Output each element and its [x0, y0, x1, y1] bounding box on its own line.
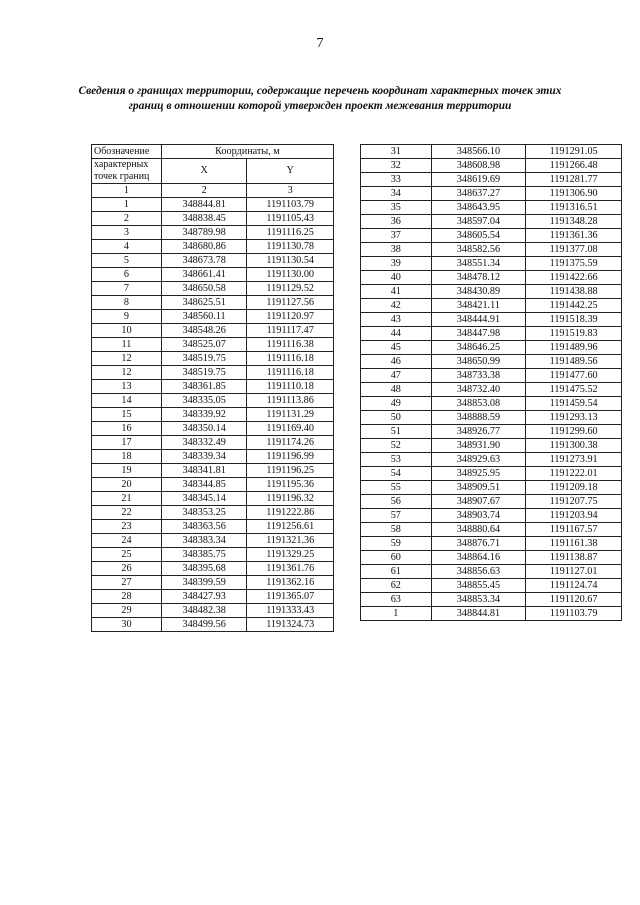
y-coordinate-cell: 1191138.87 — [526, 551, 622, 565]
x-coordinate-cell: 348519.75 — [161, 352, 247, 366]
x-coordinate-cell: 348444.91 — [431, 313, 526, 327]
x-coordinate-cell: 348888.59 — [431, 411, 526, 425]
point-number-cell: 26 — [92, 562, 162, 576]
page-number: 7 — [316, 36, 324, 51]
table-row — [92, 212, 334, 226]
x-coordinate-cell: 348619.69 — [431, 173, 526, 187]
point-number-cell: 4 — [92, 240, 162, 254]
y-coordinate-cell: 1191306.90 — [526, 187, 622, 201]
x-coordinate-cell: 348789.98 — [161, 226, 247, 240]
y-coordinate-cell: 1191329.25 — [247, 548, 334, 562]
y-coordinate-cell: 1191316.51 — [526, 201, 622, 215]
x-coordinate-cell: 348363.56 — [161, 520, 247, 534]
table-row — [361, 215, 622, 229]
header-point-designation-rest — [92, 159, 162, 184]
y-coordinate-cell: 1191519.83 — [526, 327, 622, 341]
y-coordinate-cell: 1191103.79 — [247, 198, 334, 212]
y-coordinate-cell: 1191300.38 — [526, 439, 622, 453]
y-coordinate-cell: 1191222.01 — [526, 467, 622, 481]
y-coordinate-cell: 1191174.26 — [247, 436, 334, 450]
point-number-cell: 11 — [92, 338, 162, 352]
point-number-cell: 55 — [361, 481, 432, 495]
point-number-cell: 13 — [92, 380, 162, 394]
x-coordinate-cell: 348482.38 — [161, 604, 247, 618]
y-coordinate-cell: 1191110.18 — [247, 380, 334, 394]
table-row — [92, 520, 334, 534]
y-coordinate-cell: 1191438.88 — [526, 285, 622, 299]
point-number-cell: 15 — [92, 408, 162, 422]
y-coordinate-cell: 1191489.96 — [526, 341, 622, 355]
x-coordinate-cell: 348478.12 — [431, 271, 526, 285]
table-row — [92, 226, 334, 240]
table-row — [361, 285, 622, 299]
x-coordinate-cell: 348399.59 — [161, 576, 247, 590]
x-coordinate-cell: 348344.85 — [161, 478, 247, 492]
y-coordinate-cell: 1191375.59 — [526, 257, 622, 271]
point-number-cell: 51 — [361, 425, 432, 439]
x-coordinate-cell: 348650.58 — [161, 282, 247, 296]
x-coordinate-cell: 348929.63 — [431, 453, 526, 467]
point-number-cell: 47 — [361, 369, 432, 383]
x-coordinate-cell: 348855.45 — [431, 579, 526, 593]
point-number-cell: 44 — [361, 327, 432, 341]
table-row — [92, 282, 334, 296]
table-row — [92, 478, 334, 492]
table-row — [92, 268, 334, 282]
header-col-number-2: 2 — [161, 184, 247, 198]
y-coordinate-cell: 1191105.43 — [247, 212, 334, 226]
header-col-number-3: 3 — [247, 184, 334, 198]
y-coordinate-cell: 1191273.91 — [526, 453, 622, 467]
y-coordinate-cell: 1191207.75 — [526, 495, 622, 509]
x-coordinate-cell: 348844.81 — [431, 607, 526, 621]
table-row — [361, 271, 622, 285]
point-number-cell: 50 — [361, 411, 432, 425]
table-row — [92, 310, 334, 324]
point-number-cell: 21 — [92, 492, 162, 506]
table-row — [361, 607, 622, 621]
table-row — [361, 369, 622, 383]
point-number-cell: 1 — [92, 198, 162, 212]
y-coordinate-cell: 1191130.78 — [247, 240, 334, 254]
point-number-cell: 2 — [92, 212, 162, 226]
point-number-cell: 45 — [361, 341, 432, 355]
y-coordinate-cell: 1191167.57 — [526, 523, 622, 537]
point-number-cell: 53 — [361, 453, 432, 467]
header-point-designation-line1: Обозначение — [92, 145, 162, 159]
point-number-cell: 36 — [361, 215, 432, 229]
y-coordinate-cell: 1191120.97 — [247, 310, 334, 324]
y-coordinate-cell: 1191196.99 — [247, 450, 334, 464]
table-row — [361, 341, 622, 355]
table-row — [361, 551, 622, 565]
table-row — [361, 593, 622, 607]
point-number-cell: 12 — [92, 366, 162, 380]
y-coordinate-cell: 1191422.66 — [526, 271, 622, 285]
table-row — [92, 590, 334, 604]
point-number-cell: 30 — [92, 618, 162, 632]
x-coordinate-cell: 348519.75 — [161, 366, 247, 380]
y-coordinate-cell: 1191348.28 — [526, 215, 622, 229]
point-number-cell: 7 — [92, 282, 162, 296]
table-row — [92, 562, 334, 576]
x-coordinate-cell: 348548.26 — [161, 324, 247, 338]
point-number-cell: 40 — [361, 271, 432, 285]
table-row — [92, 198, 334, 212]
point-number-cell: 6 — [92, 268, 162, 282]
point-number-cell: 62 — [361, 579, 432, 593]
y-coordinate-cell: 1191333.43 — [247, 604, 334, 618]
x-coordinate-cell: 348637.27 — [431, 187, 526, 201]
x-coordinate-cell: 348661.41 — [161, 268, 247, 282]
table-row — [361, 355, 622, 369]
x-coordinate-cell: 348447.98 — [431, 327, 526, 341]
table-row — [92, 506, 334, 520]
x-coordinate-cell: 348339.34 — [161, 450, 247, 464]
x-coordinate-cell: 348608.98 — [431, 159, 526, 173]
y-coordinate-cell: 1191196.32 — [247, 492, 334, 506]
point-number-cell: 8 — [92, 296, 162, 310]
point-number-cell: 54 — [361, 467, 432, 481]
header-x: X — [161, 159, 247, 184]
x-coordinate-cell: 348551.34 — [431, 257, 526, 271]
y-coordinate-cell: 1191116.38 — [247, 338, 334, 352]
x-coordinate-cell: 348864.16 — [431, 551, 526, 565]
x-coordinate-cell: 348733.38 — [431, 369, 526, 383]
table-row — [361, 411, 622, 425]
point-number-cell: 29 — [92, 604, 162, 618]
x-coordinate-cell: 348383.34 — [161, 534, 247, 548]
point-number-cell: 39 — [361, 257, 432, 271]
y-coordinate-cell: 1191131.29 — [247, 408, 334, 422]
table-row — [361, 159, 622, 173]
x-coordinate-cell: 348926.77 — [431, 425, 526, 439]
table-row — [361, 453, 622, 467]
y-coordinate-cell: 1191113.86 — [247, 394, 334, 408]
y-coordinate-cell: 1191291.05 — [526, 145, 622, 159]
point-number-cell: 61 — [361, 565, 432, 579]
table-row — [361, 299, 622, 313]
left-table-body — [92, 198, 334, 632]
x-coordinate-cell: 348332.49 — [161, 436, 247, 450]
x-coordinate-cell: 348341.81 — [161, 464, 247, 478]
y-coordinate-cell: 1191169.40 — [247, 422, 334, 436]
point-number-cell: 24 — [92, 534, 162, 548]
x-coordinate-cell: 348560.11 — [161, 310, 247, 324]
x-coordinate-cell: 348903.74 — [431, 509, 526, 523]
table-row — [92, 394, 334, 408]
y-coordinate-cell: 1191299.60 — [526, 425, 622, 439]
y-coordinate-cell: 1191130.54 — [247, 254, 334, 268]
point-number-cell: 27 — [92, 576, 162, 590]
point-number-cell: 35 — [361, 201, 432, 215]
point-number-cell: 17 — [92, 436, 162, 450]
y-coordinate-cell: 1191129.52 — [247, 282, 334, 296]
x-coordinate-cell: 348625.51 — [161, 296, 247, 310]
x-coordinate-cell: 348732.40 — [431, 383, 526, 397]
point-number-cell: 3 — [92, 226, 162, 240]
x-coordinate-cell: 348856.63 — [431, 565, 526, 579]
x-coordinate-cell: 348853.34 — [431, 593, 526, 607]
y-coordinate-cell: 1191117.47 — [247, 324, 334, 338]
table-row — [361, 243, 622, 257]
table-row — [92, 618, 334, 632]
table-row — [361, 257, 622, 271]
coordinates-table-left — [91, 144, 334, 632]
coordinates-table-right — [360, 144, 622, 621]
x-coordinate-cell: 348673.78 — [161, 254, 247, 268]
table-row — [361, 439, 622, 453]
x-coordinate-cell: 348421.11 — [431, 299, 526, 313]
y-coordinate-cell: 1191281.77 — [526, 173, 622, 187]
table-row — [361, 467, 622, 481]
point-number-cell: 31 — [361, 145, 432, 159]
x-coordinate-cell: 348680.86 — [161, 240, 247, 254]
document-title: Сведения о границах территории, содержащие перечень координат характерных точек этих границ в отношении которой утвержден проект межевания территории — [78, 85, 562, 112]
y-coordinate-cell: 1191321.36 — [247, 534, 334, 548]
point-number-cell: 16 — [92, 422, 162, 436]
table-row — [92, 380, 334, 394]
table-row — [92, 604, 334, 618]
x-coordinate-cell: 348350.14 — [161, 422, 247, 436]
table-row — [361, 173, 622, 187]
y-coordinate-cell: 1191130.00 — [247, 268, 334, 282]
table-row — [92, 324, 334, 338]
point-number-cell: 49 — [361, 397, 432, 411]
table-row — [361, 229, 622, 243]
table-row — [92, 296, 334, 310]
table-row — [361, 145, 622, 159]
point-number-cell: 60 — [361, 551, 432, 565]
point-number-cell: 9 — [92, 310, 162, 324]
y-coordinate-cell: 1191222.86 — [247, 506, 334, 520]
x-coordinate-cell: 348909.51 — [431, 481, 526, 495]
table-row — [92, 492, 334, 506]
point-number-cell: 32 — [361, 159, 432, 173]
y-coordinate-cell: 1191124.74 — [526, 579, 622, 593]
point-number-cell: 20 — [92, 478, 162, 492]
table-row — [92, 576, 334, 590]
point-number-cell: 41 — [361, 285, 432, 299]
point-number-cell: 5 — [92, 254, 162, 268]
table-row — [361, 187, 622, 201]
point-number-cell: 56 — [361, 495, 432, 509]
y-coordinate-cell: 1191195.36 — [247, 478, 334, 492]
x-coordinate-cell: 348385.75 — [161, 548, 247, 562]
table-row — [361, 495, 622, 509]
table-row — [92, 548, 334, 562]
table-row — [92, 240, 334, 254]
x-coordinate-cell: 348395.68 — [161, 562, 247, 576]
x-coordinate-cell: 348566.10 — [431, 145, 526, 159]
y-coordinate-cell: 1191361.76 — [247, 562, 334, 576]
point-number-cell: 25 — [92, 548, 162, 562]
point-number-cell: 14 — [92, 394, 162, 408]
table-row — [361, 565, 622, 579]
point-number-cell: 12 — [92, 352, 162, 366]
x-coordinate-cell: 348525.07 — [161, 338, 247, 352]
table-row — [361, 481, 622, 495]
x-coordinate-cell: 348353.25 — [161, 506, 247, 520]
y-coordinate-cell: 1191477.60 — [526, 369, 622, 383]
y-coordinate-cell: 1191293.13 — [526, 411, 622, 425]
table-row — [92, 422, 334, 436]
table-row — [361, 201, 622, 215]
table-row — [92, 436, 334, 450]
y-coordinate-cell: 1191256.61 — [247, 520, 334, 534]
x-coordinate-cell: 348853.08 — [431, 397, 526, 411]
y-coordinate-cell: 1191120.67 — [526, 593, 622, 607]
point-number-cell: 10 — [92, 324, 162, 338]
y-coordinate-cell: 1191442.25 — [526, 299, 622, 313]
x-coordinate-cell: 348339.92 — [161, 408, 247, 422]
table-row — [361, 579, 622, 593]
x-coordinate-cell: 348345.14 — [161, 492, 247, 506]
y-coordinate-cell: 1191127.56 — [247, 296, 334, 310]
y-coordinate-cell: 1191365.07 — [247, 590, 334, 604]
y-coordinate-cell: 1191377.08 — [526, 243, 622, 257]
x-coordinate-cell: 348925.95 — [431, 467, 526, 481]
point-number-cell: 48 — [361, 383, 432, 397]
table-row — [92, 254, 334, 268]
table-row — [92, 338, 334, 352]
y-coordinate-cell: 1191103.79 — [526, 607, 622, 621]
x-coordinate-cell: 348499.56 — [161, 618, 247, 632]
table-row — [361, 313, 622, 327]
x-coordinate-cell: 348646.25 — [431, 341, 526, 355]
x-coordinate-cell: 348597.04 — [431, 215, 526, 229]
x-coordinate-cell: 348427.93 — [161, 590, 247, 604]
y-coordinate-cell: 1191127.01 — [526, 565, 622, 579]
point-number-cell: 58 — [361, 523, 432, 537]
header-coordinates: Координаты, м — [161, 145, 333, 159]
x-coordinate-cell: 348361.85 — [161, 380, 247, 394]
table-row — [361, 383, 622, 397]
point-number-cell: 38 — [361, 243, 432, 257]
y-coordinate-cell: 1191116.18 — [247, 352, 334, 366]
point-number-cell: 28 — [92, 590, 162, 604]
table-row — [92, 464, 334, 478]
y-coordinate-cell: 1191475.52 — [526, 383, 622, 397]
y-coordinate-cell: 1191196.25 — [247, 464, 334, 478]
point-number-cell: 23 — [92, 520, 162, 534]
point-number-cell: 59 — [361, 537, 432, 551]
y-coordinate-cell: 1191489.56 — [526, 355, 622, 369]
table-row — [361, 397, 622, 411]
point-number-cell: 19 — [92, 464, 162, 478]
header-col-number-1: 1 — [92, 184, 162, 198]
y-coordinate-cell: 1191361.36 — [526, 229, 622, 243]
x-coordinate-cell: 348430.89 — [431, 285, 526, 299]
table-row — [361, 327, 622, 341]
point-number-cell: 37 — [361, 229, 432, 243]
point-number-cell: 57 — [361, 509, 432, 523]
x-coordinate-cell: 348650.99 — [431, 355, 526, 369]
point-number-cell: 22 — [92, 506, 162, 520]
table-row — [361, 523, 622, 537]
table-row — [361, 425, 622, 439]
table-row — [92, 352, 334, 366]
y-coordinate-cell: 1191209.18 — [526, 481, 622, 495]
header-y: Y — [247, 159, 334, 184]
right-table-body — [361, 145, 622, 621]
x-coordinate-cell: 348335.05 — [161, 394, 247, 408]
point-number-cell: 42 — [361, 299, 432, 313]
x-coordinate-cell: 348844.81 — [161, 198, 247, 212]
y-coordinate-cell: 1191362.16 — [247, 576, 334, 590]
table-row — [92, 366, 334, 380]
y-coordinate-cell: 1191116.18 — [247, 366, 334, 380]
x-coordinate-cell: 348880.64 — [431, 523, 526, 537]
y-coordinate-cell: 1191116.25 — [247, 226, 334, 240]
point-number-cell: 52 — [361, 439, 432, 453]
x-coordinate-cell: 348643.95 — [431, 201, 526, 215]
point-number-cell: 43 — [361, 313, 432, 327]
x-coordinate-cell: 348605.54 — [431, 229, 526, 243]
header-point-designation-line3: точек границ — [94, 171, 150, 182]
y-coordinate-cell: 1191324.73 — [247, 618, 334, 632]
x-coordinate-cell: 348838.45 — [161, 212, 247, 226]
point-number-cell: 34 — [361, 187, 432, 201]
x-coordinate-cell: 348582.56 — [431, 243, 526, 257]
y-coordinate-cell: 1191203.94 — [526, 509, 622, 523]
point-number-cell: 63 — [361, 593, 432, 607]
table-row — [92, 450, 334, 464]
point-number-cell: 1 — [361, 607, 432, 621]
header-point-designation-line2: характерных — [94, 159, 149, 170]
point-number-cell: 46 — [361, 355, 432, 369]
table-row — [92, 408, 334, 422]
table-row — [361, 509, 622, 523]
point-number-cell: 33 — [361, 173, 432, 187]
y-coordinate-cell: 1191459.54 — [526, 397, 622, 411]
y-coordinate-cell: 1191518.39 — [526, 313, 622, 327]
table-row — [361, 537, 622, 551]
x-coordinate-cell: 348931.90 — [431, 439, 526, 453]
point-number-cell: 18 — [92, 450, 162, 464]
y-coordinate-cell: 1191161.38 — [526, 537, 622, 551]
y-coordinate-cell: 1191266.48 — [526, 159, 622, 173]
x-coordinate-cell: 348876.71 — [431, 537, 526, 551]
x-coordinate-cell: 348907.67 — [431, 495, 526, 509]
table-row — [92, 534, 334, 548]
